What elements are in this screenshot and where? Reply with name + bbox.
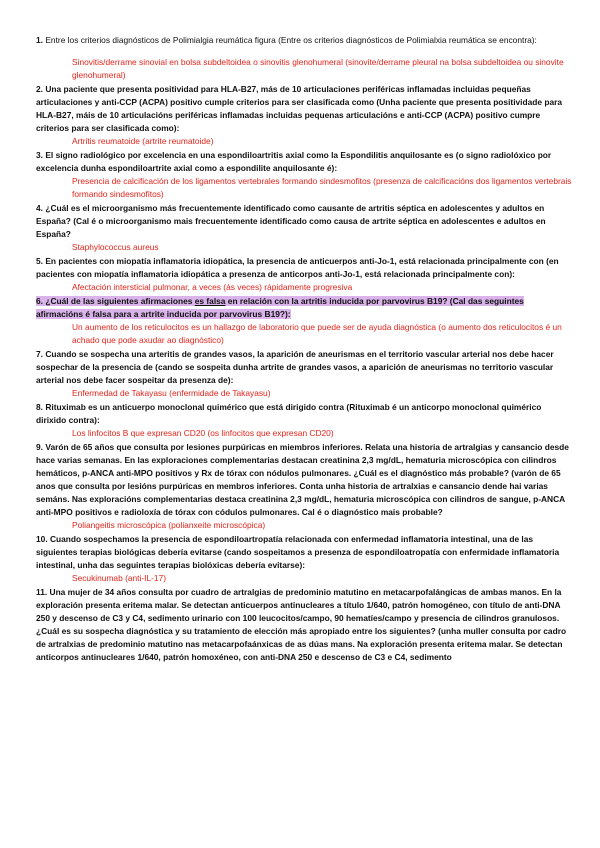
answer-4: Staphylococcus aureus <box>72 242 159 252</box>
document-page <box>36 34 572 664</box>
question-4 <box>36 202 572 241</box>
answer-1: Sinovitis/derrame sinovial en bolsa subdeltoidea o sinovitis glenohumeral (sinovite/derrame pleural na bolsa subdeltoidea ou sinovite glenohumeral) <box>72 57 564 80</box>
question-number: 3. <box>36 150 43 160</box>
question-text-post: en relación con la artritis inducida por parvovirus B19? (Cal das seguintes afirmacións é falsa para a artrite inducida por parvovirus B19?): <box>36 296 524 319</box>
answer-5: Afectación intersticial pulmonar, a veces (ás veces) rápidamente progresiva <box>72 282 353 292</box>
question-7 <box>36 348 572 387</box>
question-3 <box>36 149 572 175</box>
question-number: 2. <box>36 84 43 94</box>
answer-7: Enfermedad de Takayasu (enfermidade de Takayasu) <box>72 388 271 398</box>
question-10 <box>36 533 572 572</box>
question-text: Cuando sospechamos la presencia de espondiloartropatía relacionada con enfermedad inflamatoria intestinal, una de las siguientes terapias biológicas debería evitarse (cando sospeitamos a presenza de espondiloatropatía con enfermidade inflamatoria intestinal, unha das seguintes terapias biolóxicas debería evitarse): <box>36 534 560 570</box>
question-number: 4. <box>36 203 43 213</box>
answer-8: Los linfocitos B que expresan CD20 (os linfocitos que expresan CD20) <box>72 428 334 438</box>
question-text: Rituximab es un anticuerpo monoclonal quimérico que está dirigido contra (Rituximab é un anticorpo monoclonal quimérico dirixido contra): <box>36 402 542 425</box>
question-text-pre: ¿Cuál de las siguientes afirmaciones <box>45 296 195 306</box>
question-number: 1. <box>36 35 43 45</box>
answer-3: Presencia de calcificación de los ligamentos vertebrales formando sindesmofitos (presenza de calcificacións dos ligamentos vertebrais formando sindesmofitos) <box>72 176 572 199</box>
question-2 <box>36 83 572 135</box>
question-text: Cuando se sospecha una arteritis de grandes vasos, la aparición de aneurismas en el territorio vascular arterial nos debe hacer sospechar de la presencia de (cando se sospeita dunha artrite de grandes vasos, a aparición de aneurismas no territorio vascular arterial nos debe facer sospeitar da presenza de): <box>36 349 554 385</box>
question-11 <box>36 586 572 664</box>
question-1 <box>36 34 572 47</box>
question-6 <box>36 295 572 321</box>
question-number: 8. <box>36 402 43 412</box>
question-text: Varón de 65 años que consulta por lesiones purpúricas en miembros inferiores. Relata una historia de artralgias y cansancio desde hace varias semanas. En las exploraciones complementarias destacan creatinina 2,3 mg/dL, hematuria microscópica con cilindros hemáticos, p-ANCA anti-MPO positivos y Rx de tórax con nódulos pulmonares. ¿Cuál es el diagnóstico más probable? (varón de 65 anos que consulta por lesións purpúricas en membros inferiores. Conta unha historia de artralxias e cansancio dende hai varias semáns. Nas exploracións complementarias destaca creatinina 2,3 mg/dL, hematuria microscópica con cilindros de sangue, p-ANCA anti-MPO positivos e radioloxía de tórax con códulos pulmonares. Cal é o diagnóstico mais probable? <box>36 442 569 517</box>
answer-9: Poliangeitis microscópica (polianxeite microscópica) <box>72 520 266 530</box>
question-text-emphasis: es falsa <box>194 296 226 306</box>
question-number: 11. <box>36 587 48 597</box>
question-number: 7. <box>36 349 43 359</box>
question-text: Una mujer de 34 años consulta por cuadro de artralgias de predominio matutino en metacarpofalángicas de ambas manos. En la exploración presenta eritema malar. Se detectan anticuerpos antinucleares a título 1/640, patrón homogéneo, con título de anti-DNA 250 y descenso de C3 y C4, sedimento urinario con 100 leucocitos/campo, 90 hematíes/campo y presencia de cilindros granulosos. ¿Cuál es su sospecha diagnóstica y su tratamiento de elección más apropiado entre los siguientes? (unha muller consulta por cadro de artralxias de predominio matutino nas metacarpofaánxicas de as dúas mans. Na exploración presenta eritema malar. Se detectan anticorpos antinucleares 1/640, patrón homoxéneo, con anti-DNA 250 e descenso de C3 e C4, sedimento <box>36 587 567 662</box>
answer-6: Un aumento de los reticulocitos es un hallazgo de laboratorio que puede ser de ayuda diagnóstica (o aumento dos reticulocitos é un achado que pode axudar ao diagnóstico) <box>72 322 562 345</box>
question-text: El signo radiológico por excelencia en una espondiloartritis axial como la Espondilitis anquilosante es (o signo radiolóxico por excelencia dunha espondiloartrite axial como a espondilite anquilosante é): <box>36 150 552 173</box>
question-9 <box>36 441 572 519</box>
question-5 <box>36 255 572 281</box>
question-text: Entre los criterios diagnósticos de Polimialgia reumática figura (Entre os criterios diagnósticos de Polimialxia reumática se encontra): <box>45 35 537 45</box>
question-text: Una paciente que presenta positividad para HLA-B27, más de 10 articulaciones periféricas inflamadas incluidas pequeñas articulaciones y anti-CCP (ACPA) positivo cumple criterios para ser clasificada como (Unha paciente que presenta positividade para HLA-B27, máis de 10 articulacións periféricas inflamadas incluidas pequenas articulacións e anti-CCP (ACPA) positivo cumpre criterios para ser clasificada como): <box>36 84 563 133</box>
question-8 <box>36 401 572 427</box>
question-text: ¿Cuál es el microorganismo más frecuentemente identificado como causante de artritis séptica en adolescentes y adultos en España? (Cal é o microorganismo mais frecuentemente identificado como causa de artrite séptica en adolescentes e adultos en España? <box>36 203 546 239</box>
question-number: 9. <box>36 442 43 452</box>
question-number: 5. <box>36 256 43 266</box>
question-text: En pacientes con miopatía inflamatoria idiopática, la presencia de anticuerpos anti-Jo-1, está relacionada principalmente con (en pacientes con miopatía inflamatoria idiopática a presenza de anticorpos anti-Jo-1, está relacionada principalmente con): <box>36 256 559 279</box>
answer-10: Secukinumab (anti-IL-17) <box>72 573 167 583</box>
question-number: 6. <box>36 296 43 306</box>
answer-2: Artritis reumatoide (artrite reumatoide) <box>72 136 214 146</box>
question-number: 10. <box>36 534 48 544</box>
